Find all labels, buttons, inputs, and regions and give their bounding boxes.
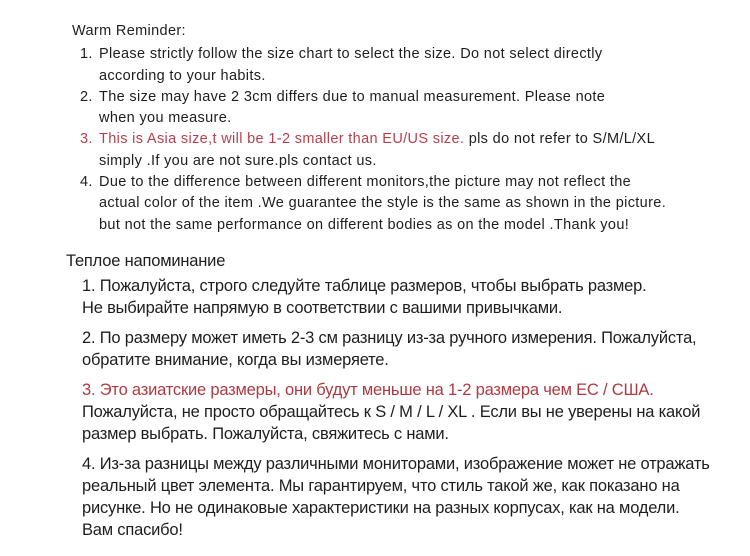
- ru-para-3-line-3: размер выбрать. Пожалуйста, свяжитесь с нами.: [82, 425, 449, 443]
- en-item-3-line-1: [80, 129, 666, 150]
- en-item-3-black-text: pls do not refer to S/M/L/XL: [464, 131, 655, 148]
- ru-para-1-line-2: Не выбирайте напрямую в соответствии с вашими привычками.: [82, 299, 563, 317]
- ru-paragraph-1: [66, 275, 710, 319]
- en-item-4-line-3: but not the same performance on different bodies as on the model .Thank you!: [99, 216, 630, 233]
- en-item-4-text: Due to the difference between different monitors,the picture may not reflect the: [99, 174, 632, 191]
- ru-paragraph-3: [66, 379, 710, 445]
- en-item-3-line-2: simply .If you are not sure.pls contact us.: [99, 152, 377, 169]
- warm-reminder-title: Warm Reminder:: [72, 23, 186, 39]
- russian-reminder-block: [66, 250, 710, 541]
- en-item-2-line-1: [80, 87, 666, 108]
- ru-para-1-line-1: 1. Пожалуйста, строго следуйте таблице размеров, чтобы выбрать размер.: [82, 277, 647, 295]
- ru-para-3-red-line: 3. Это азиатские размеры, они будут меньше на 1-2 размера чем ЕС / США.: [82, 381, 654, 399]
- en-item-1-number: 1.: [80, 46, 93, 63]
- en-item-1-text: Please strictly follow the size chart to select the size. Do not select directly: [99, 46, 603, 63]
- en-item-4-number: 4.: [80, 174, 93, 191]
- en-item-4-line-2: actual color of the item .We guarantee the style is the same as shown in the picture.: [99, 195, 667, 212]
- en-item-1-line-1: [80, 44, 666, 65]
- english-reminder-block: [72, 21, 666, 236]
- ru-paragraph-2: [66, 327, 710, 371]
- en-item-4-line-1: [80, 172, 666, 193]
- en-item-2-number: 2.: [80, 88, 93, 105]
- ru-para-4-line-2: реальный цвет элемента. Мы гарантируем, что стиль такой же, как показано на: [82, 477, 680, 495]
- en-item-4: [72, 172, 666, 236]
- ru-para-4-line-3: рисунке. Но не одинаковые характеристики на разных корпусах, как на модели.: [82, 499, 680, 517]
- ru-para-3-line-2: Пожалуйста, не просто обращайтесь к S / M / L / XL . Если вы не уверены на какой: [82, 403, 701, 421]
- en-item-2-text: The size may have 2 3cm differs due to manual measurement. Please note: [99, 88, 606, 105]
- en-item-3-red-text: This is Asia size,t will be 1-2 smaller than EU/US size.: [99, 131, 465, 148]
- en-item-2: [72, 87, 666, 130]
- ru-para-4-line-1: 4. Из-за разницы между различными мониторами, изображение может не отражать: [82, 455, 710, 473]
- en-item-3: [72, 129, 666, 172]
- en-item-1-line-2: according to your habits.: [99, 67, 266, 84]
- ru-para-2-line-1: 2. По размеру может иметь 2-3 см разницу из-за ручного измерения. Пожалуйста,: [82, 329, 697, 347]
- ru-paragraph-4: [66, 453, 710, 541]
- en-item-2-line-2: when you measure.: [99, 110, 232, 127]
- russian-reminder-title: Теплое напоминание: [66, 252, 226, 270]
- en-item-3-number: 3.: [80, 131, 93, 148]
- ru-para-2-line-2: обратите внимание, когда вы измеряете.: [82, 351, 389, 369]
- en-item-1: [72, 44, 666, 87]
- ru-para-4-line-4: Вам спасибо!: [82, 521, 183, 539]
